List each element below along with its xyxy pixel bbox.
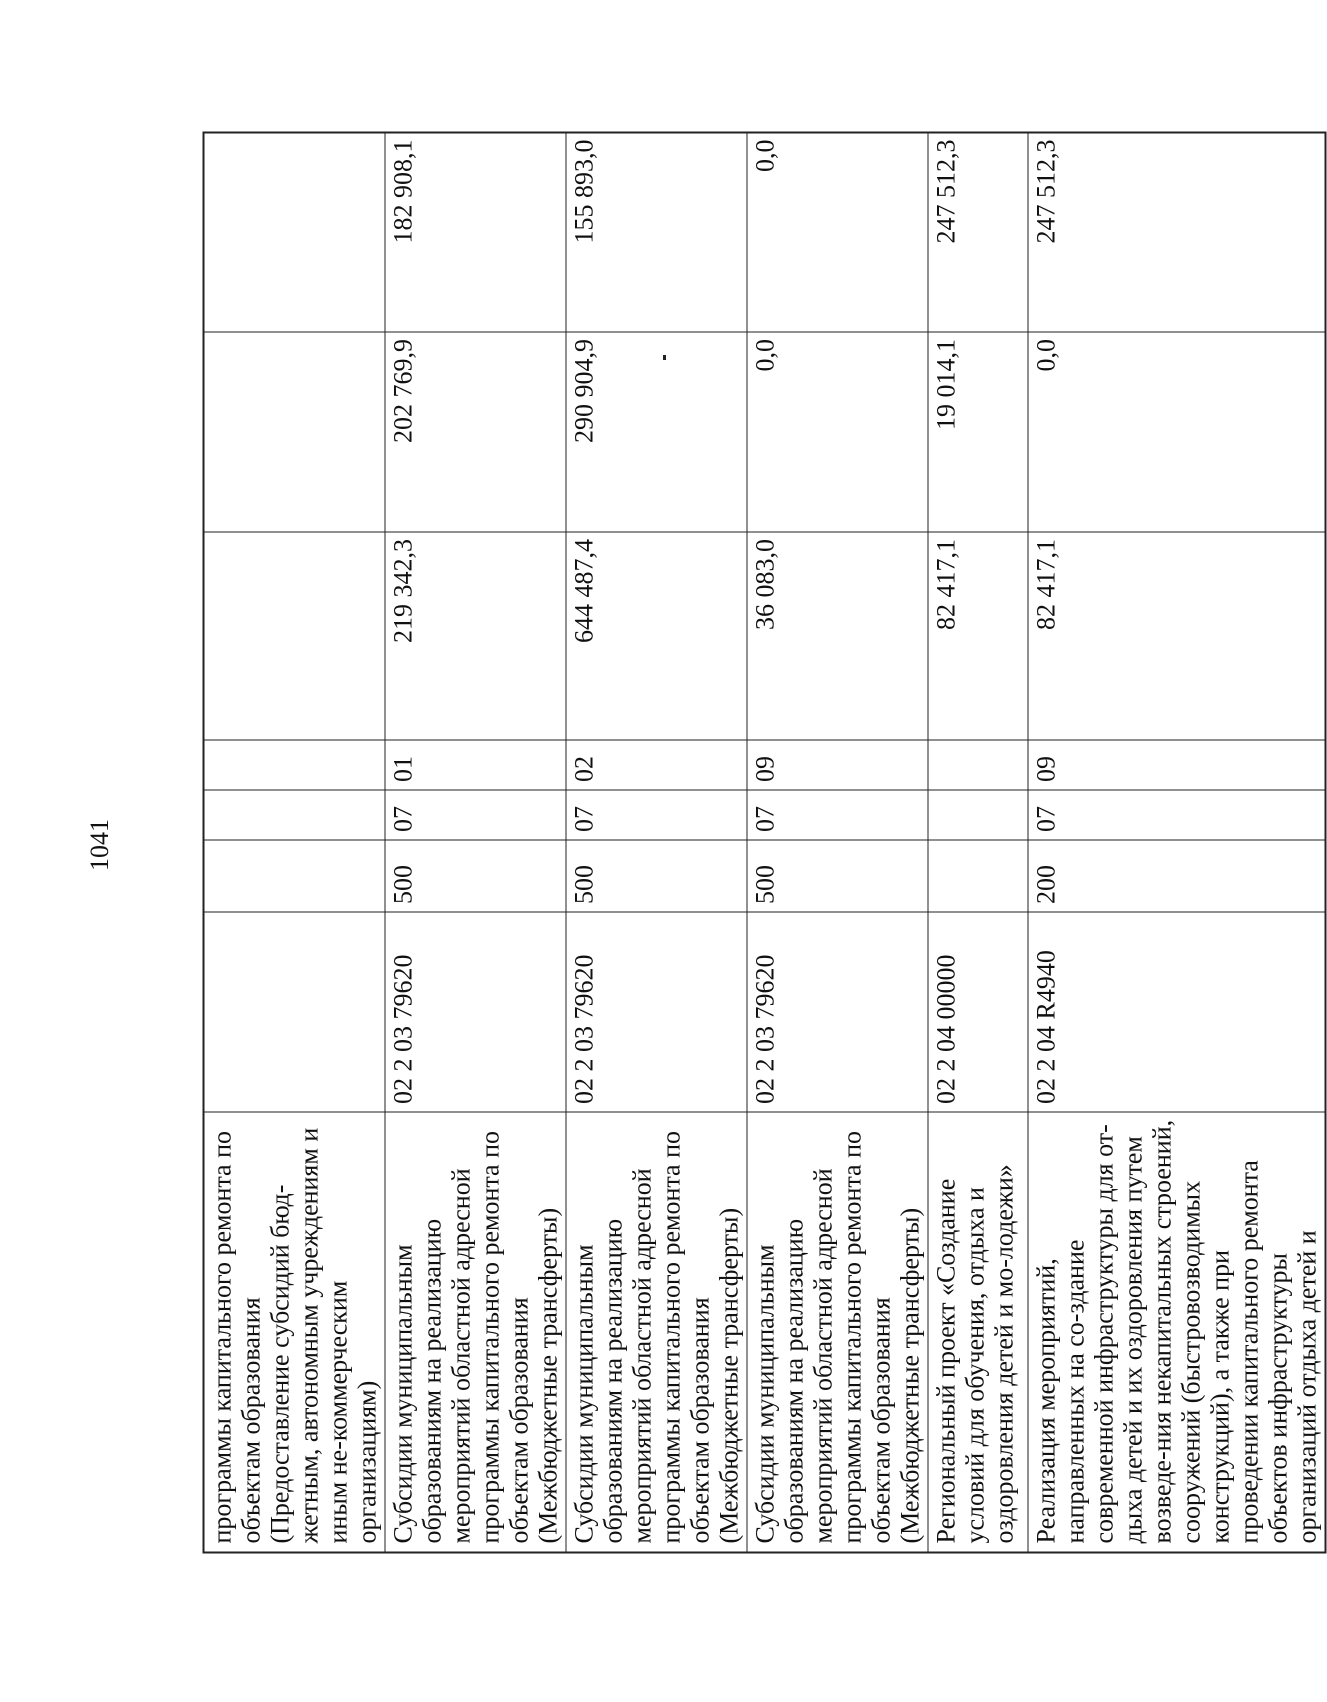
page-number: 1041 xyxy=(85,819,114,871)
amount-cell xyxy=(204,332,386,532)
amount-cell: 0,0 xyxy=(747,332,928,532)
amount-cell: 82 417,1 xyxy=(1028,532,1326,740)
section-code-cell: 07 xyxy=(385,790,566,840)
amount-cell: 19 014,1 xyxy=(928,332,1028,532)
amount-cell: 290 904,9 xyxy=(566,332,747,532)
row-name-cell: Реализация мероприятий, направленных на со-здание современной инфраструктуры для от-дыха детей и их оздоровления путем возведе-ния некапитальных строений, сооружений (быстровозводимых конструкций), а также при проведении капитального ремонта объектов инфраструктуры организаций отдыха детей и xyxy=(1028,1112,1326,1552)
row-name-cell: Региональный проект «Создание условий для обучения, отдыха и оздоровления детей и мо-лодежи» xyxy=(928,1112,1028,1552)
section-code-cell: 07 xyxy=(566,790,747,840)
table-row xyxy=(928,132,1028,1552)
target-article-code-cell: 02 2 04 00000 xyxy=(928,912,1028,1112)
row-name-cell: Субсидии муниципальным образованиям на реализацию мероприятий областной адресной программы капитального ремонта по объектам образования (Межбюджетные трансферты) xyxy=(566,1112,747,1552)
amount-cell: 0,0 xyxy=(1028,332,1326,532)
target-article-code-cell: 02 2 04 R4940 xyxy=(1028,912,1326,1112)
budget-table xyxy=(203,131,1327,1553)
subsection-code-cell: 09 xyxy=(1028,740,1326,790)
amount-cell: 644 487,4 xyxy=(566,532,747,740)
subsection-code-cell: 02 xyxy=(566,740,747,790)
table-row xyxy=(385,132,566,1552)
amount-cell: 82 417,1 xyxy=(928,532,1028,740)
expense-type-cell: 200 xyxy=(1028,840,1326,912)
amount-cell: 247 512,3 xyxy=(1028,132,1326,332)
row-name-cell: Субсидии муниципальным образованиям на реализацию мероприятий областной адресной программы капитального ремонта по объектам образования (Межбюджетные трансферты) xyxy=(747,1112,928,1552)
expense-type-cell: 500 xyxy=(385,840,566,912)
table-row xyxy=(1028,132,1326,1552)
target-article-code-cell xyxy=(204,912,386,1112)
expense-type-cell: 500 xyxy=(747,840,928,912)
target-article-code-cell: 02 2 03 79620 xyxy=(385,912,566,1112)
row-name-cell: Субсидии муниципальным образованиям на реализацию мероприятий областной адресной программы капитального ремонта по объектам образования (Межбюджетные трансферты) xyxy=(385,1112,566,1552)
amount-cell: 202 769,9 xyxy=(385,332,566,532)
amount-cell xyxy=(204,132,386,332)
subsection-code-cell: 01 xyxy=(385,740,566,790)
amount-cell: 36 083,0 xyxy=(747,532,928,740)
row-name-cell: программы капитального ремонта по объектам образования (Предоставление субсидий бюд-жетным, автономным учреждениям и иным не-коммерческим организациям) xyxy=(204,1112,386,1552)
expense-type-cell xyxy=(204,840,386,912)
section-code-cell: 07 xyxy=(1028,790,1326,840)
section-code-cell xyxy=(928,790,1028,840)
subsection-code-cell xyxy=(204,740,386,790)
amount-cell: 0,0 xyxy=(747,132,928,332)
scan-speck xyxy=(663,355,666,360)
amount-cell xyxy=(204,532,386,740)
expense-type-cell: 500 xyxy=(566,840,747,912)
section-code-cell: 07 xyxy=(747,790,928,840)
target-article-code-cell: 02 2 03 79620 xyxy=(566,912,747,1112)
rotated-table-wrapper xyxy=(203,133,1322,1553)
amount-cell: 182 908,1 xyxy=(385,132,566,332)
expense-type-cell xyxy=(928,840,1028,912)
amount-cell: 219 342,3 xyxy=(385,532,566,740)
table-row xyxy=(747,132,928,1552)
subsection-code-cell xyxy=(928,740,1028,790)
section-code-cell xyxy=(204,790,386,840)
amount-cell: 247 512,3 xyxy=(928,132,1028,332)
table-row xyxy=(204,132,386,1552)
table-row xyxy=(566,132,747,1552)
subsection-code-cell: 09 xyxy=(747,740,928,790)
amount-cell: 155 893,0 xyxy=(566,132,747,332)
target-article-code-cell: 02 2 03 79620 xyxy=(747,912,928,1112)
